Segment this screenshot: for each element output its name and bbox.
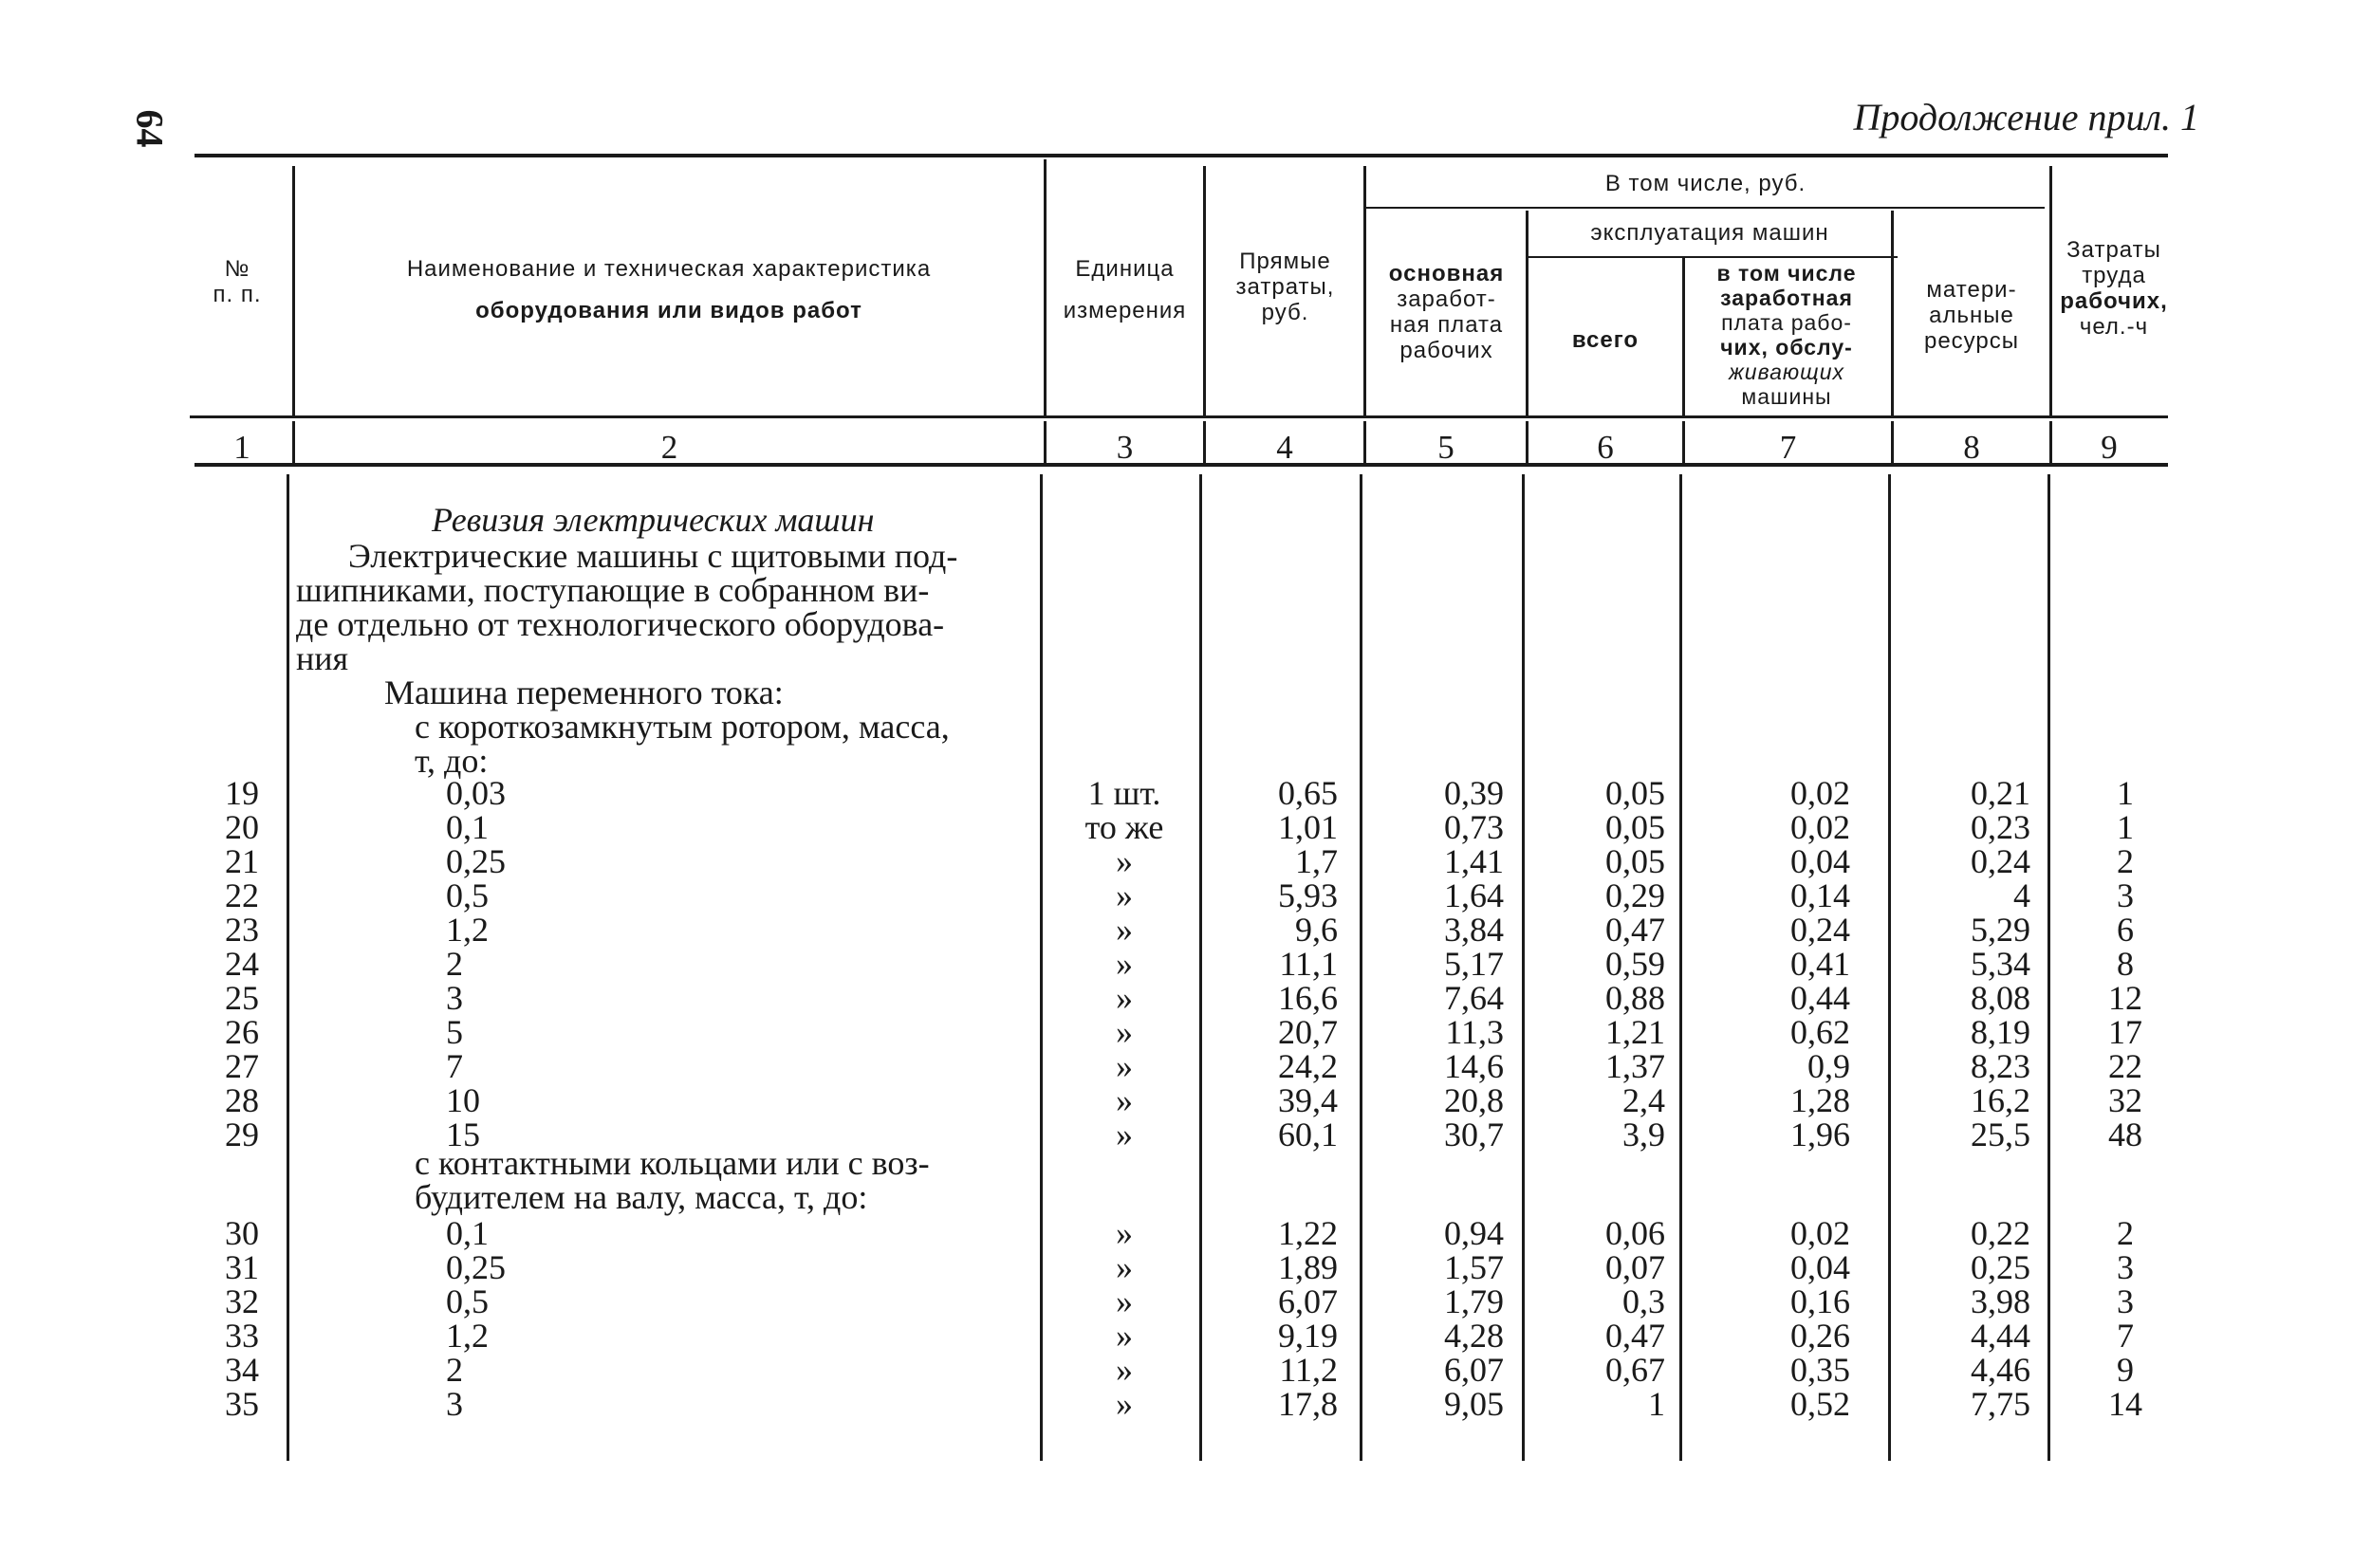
header-col8: матери- альные ресурсы (1923, 277, 2020, 354)
vline-h-5 (1526, 211, 1529, 415)
colnum-1: 1 (233, 429, 250, 466)
cell-name: 1,2 (446, 911, 489, 949)
vline-b-4 (1360, 474, 1362, 1461)
cell-n: 26 (225, 1013, 259, 1051)
cell-c6: 0,06 (1605, 1214, 1665, 1252)
cell-unit: 1 шт. (1087, 774, 1161, 812)
header-col9: Затраты труда рабочих, чел.-ч (2060, 237, 2168, 340)
cell-c6: 2,4 (1622, 1081, 1665, 1119)
cell-c5: 11,3 (1445, 1013, 1504, 1051)
cell-c6: 0,05 (1605, 808, 1665, 846)
cell-name: 2 (446, 945, 463, 983)
cell-n: 33 (225, 1317, 259, 1355)
cell-c8: 0,23 (1971, 808, 2030, 846)
header-col1: № п. п. (213, 256, 262, 307)
colnum-6: 6 (1597, 429, 1614, 466)
cell-c5: 14,6 (1444, 1047, 1504, 1085)
cell-c4: 24,2 (1278, 1047, 1338, 1085)
cell-unit: » (1116, 1351, 1133, 1389)
cell-c4: 9,19 (1278, 1317, 1338, 1355)
cell-name: 0,5 (446, 1282, 489, 1320)
cell-c9: 48 (2108, 1116, 2142, 1153)
cell-c6: 0,88 (1605, 979, 1665, 1017)
cell-c8: 8,19 (1971, 1013, 2030, 1051)
cell-unit: » (1116, 979, 1133, 1017)
vline-b-6 (1679, 474, 1682, 1461)
cell-c5: 6,07 (1444, 1351, 1504, 1389)
cell-name: 0,1 (446, 1214, 489, 1252)
cell-n: 19 (225, 774, 259, 812)
cell-c7: 0,44 (1790, 979, 1850, 1017)
cell-name: 3 (446, 979, 463, 1017)
cell-c5: 9,05 (1444, 1385, 1504, 1423)
vline-h-7 (1891, 211, 1894, 415)
cell-c6: 1 (1648, 1385, 1665, 1423)
colnum-9: 9 (2101, 429, 2118, 466)
group2-sub: с контактными кольцами или с воз- будителем на валу, масса, т, до: (415, 1144, 930, 1216)
cell-name: 0,25 (446, 842, 506, 880)
cell-c5: 30,7 (1444, 1116, 1504, 1153)
cell-unit: » (1116, 1385, 1133, 1423)
cell-unit: » (1116, 1248, 1133, 1286)
cell-c5: 3,84 (1444, 911, 1504, 949)
cell-unit: » (1116, 1317, 1133, 1355)
cell-c7: 0,02 (1790, 774, 1850, 812)
header-col5: основная заработ- ная плата рабочих (1388, 261, 1505, 363)
cell-c5: 1,57 (1444, 1248, 1504, 1286)
cell-name: 0,25 (446, 1248, 506, 1286)
colnum-7: 7 (1779, 429, 1797, 466)
vline-b-3 (1199, 474, 1202, 1461)
header-col4: Прямые затраты, руб. (1235, 249, 1335, 325)
cell-c6: 0,47 (1605, 1317, 1665, 1355)
cell-c4: 1,01 (1278, 808, 1338, 846)
cell-c7: 0,26 (1790, 1317, 1850, 1355)
cell-c5: 0,39 (1444, 774, 1504, 812)
cell-unit: » (1116, 1282, 1133, 1320)
cell-name: 15 (446, 1116, 480, 1153)
vline-b-7 (1888, 474, 1891, 1461)
cell-c9: 2 (2117, 1214, 2134, 1252)
cell-c6: 0,47 (1605, 911, 1665, 949)
section-title: Ревизия электрических машин (432, 501, 875, 539)
cell-c6: 3,9 (1622, 1116, 1665, 1153)
cell-c7: 0,62 (1790, 1013, 1850, 1051)
cell-c6: 0,05 (1605, 774, 1665, 812)
cell-name: 10 (446, 1081, 480, 1119)
vline-h-3 (1203, 166, 1206, 415)
cell-c7: 0,16 (1790, 1282, 1850, 1320)
cell-c5: 20,8 (1444, 1081, 1504, 1119)
cell-n: 30 (225, 1214, 259, 1252)
colnum-3: 3 (1116, 429, 1134, 466)
header-col6: всего (1571, 327, 1640, 353)
cell-c8: 8,23 (1971, 1047, 2030, 1085)
cell-c5: 5,17 (1444, 945, 1504, 983)
cell-c4: 17,8 (1278, 1385, 1338, 1423)
cell-unit: » (1116, 842, 1133, 880)
top-rule (195, 154, 2168, 157)
cell-c7: 0,52 (1790, 1385, 1850, 1423)
cell-n: 20 (225, 808, 259, 846)
vline-b-8 (2047, 474, 2050, 1461)
cell-c5: 1,64 (1444, 876, 1504, 914)
cell-c6: 0,3 (1622, 1282, 1665, 1320)
cell-c7: 0,02 (1790, 808, 1850, 846)
cell-name: 1,2 (446, 1317, 489, 1355)
cell-c8: 0,25 (1971, 1248, 2030, 1286)
cell-name: 7 (446, 1047, 463, 1085)
cell-c4: 9,6 (1295, 911, 1338, 949)
cell-unit: » (1116, 1047, 1133, 1085)
cell-c8: 16,2 (1971, 1081, 2030, 1119)
cell-unit: » (1116, 1013, 1133, 1051)
cell-unit: » (1116, 1214, 1133, 1252)
cell-c4: 1,22 (1278, 1214, 1338, 1252)
cell-c6: 0,59 (1605, 945, 1665, 983)
cell-c7: 0,04 (1790, 1248, 1850, 1286)
cell-c9: 3 (2117, 1248, 2134, 1286)
cell-n: 23 (225, 911, 259, 949)
cell-c4: 20,7 (1278, 1013, 1338, 1051)
vline-h-1 (292, 166, 295, 415)
cell-c8: 4,44 (1971, 1317, 2030, 1355)
cell-c9: 12 (2108, 979, 2142, 1017)
cell-unit: » (1116, 1081, 1133, 1119)
cell-name: 3 (446, 1385, 463, 1423)
cell-c5: 1,79 (1444, 1282, 1504, 1320)
cell-c8: 0,22 (1971, 1214, 2030, 1252)
cell-unit: » (1116, 876, 1133, 914)
colnum-2: 2 (660, 429, 678, 466)
cell-c4: 5,93 (1278, 876, 1338, 914)
cell-c7: 0,02 (1790, 1214, 1850, 1252)
cell-c5: 1,41 (1444, 842, 1504, 880)
cell-c6: 0,67 (1605, 1351, 1665, 1389)
cell-c4: 11,1 (1279, 945, 1338, 983)
cell-c8: 4,46 (1971, 1351, 2030, 1389)
cell-c7: 0,24 (1790, 911, 1850, 949)
cell-c8: 0,21 (1971, 774, 2030, 812)
cell-n: 21 (225, 842, 259, 880)
cell-unit: » (1116, 945, 1133, 983)
header-col2: Наименование и техническая характеристика оборудования или видов работ (406, 256, 932, 323)
cell-unit: » (1116, 1116, 1133, 1153)
cell-unit: то же (1084, 808, 1164, 846)
vline-b-2 (1040, 474, 1043, 1461)
cell-c8: 8,08 (1971, 979, 2030, 1017)
cell-c9: 32 (2108, 1081, 2142, 1119)
cell-c7: 0,04 (1790, 842, 1850, 880)
cell-c8: 5,29 (1971, 911, 2030, 949)
cell-c8: 5,34 (1971, 945, 2030, 983)
cell-c8: 4 (2013, 876, 2030, 914)
cell-c5: 0,73 (1444, 808, 1504, 846)
cell-c5: 4,28 (1444, 1317, 1504, 1355)
header-col3: Единица измерения (1063, 256, 1187, 323)
cell-c9: 8 (2117, 945, 2134, 983)
cell-c8: 0,24 (1971, 842, 2030, 880)
cell-c4: 11,2 (1279, 1351, 1338, 1389)
cell-unit: » (1116, 911, 1133, 949)
intro-text: Электрические машины с щитовыми под- шипниками, поступающие в собранном ви- де отдельно от технологического оборудова- ния (296, 537, 958, 677)
cell-n: 35 (225, 1385, 259, 1423)
header-rule (190, 415, 2168, 418)
cell-c7: 0,41 (1790, 945, 1850, 983)
vline-h-6 (1682, 258, 1685, 415)
group1-sub: с короткозамкнутым ротором, масса, т, до: (415, 708, 950, 780)
cell-c4: 6,07 (1278, 1282, 1338, 1320)
cell-n: 22 (225, 876, 259, 914)
cell-name: 0,03 (446, 774, 506, 812)
cell-n: 25 (225, 979, 259, 1017)
cell-c7: 0,14 (1790, 876, 1850, 914)
colnum-5: 5 (1437, 429, 1454, 466)
cell-name: 0,1 (446, 808, 489, 846)
cell-c6: 1,21 (1605, 1013, 1665, 1051)
cell-c9: 1 (2117, 774, 2134, 812)
cell-c7: 1,96 (1790, 1116, 1850, 1153)
cell-c9: 17 (2108, 1013, 2142, 1051)
colnum-8: 8 (1963, 429, 1980, 466)
cell-c9: 22 (2108, 1047, 2142, 1085)
cell-c8: 3,98 (1971, 1282, 2030, 1320)
cell-c4: 16,6 (1278, 979, 1338, 1017)
cell-n: 27 (225, 1047, 259, 1085)
cell-c4: 1,89 (1278, 1248, 1338, 1286)
cell-c6: 0,07 (1605, 1248, 1665, 1286)
cell-c6: 0,05 (1605, 842, 1665, 880)
cell-name: 5 (446, 1013, 463, 1051)
cell-c4: 39,4 (1278, 1081, 1338, 1119)
page-number: 64 (128, 109, 172, 148)
colnum-4: 4 (1276, 429, 1293, 466)
cell-c9: 9 (2117, 1351, 2134, 1389)
cell-c9: 3 (2117, 1282, 2134, 1320)
cell-n: 29 (225, 1116, 259, 1153)
header-group: В том числе, руб. (1604, 171, 1806, 196)
vline-b-1 (287, 474, 289, 1461)
cell-n: 34 (225, 1351, 259, 1389)
cell-c9: 7 (2117, 1317, 2134, 1355)
cell-c8: 25,5 (1971, 1116, 2030, 1153)
continuation-label: Продолжение прил. 1 (1853, 96, 2199, 138)
cell-name: 2 (446, 1351, 463, 1389)
cell-c9: 1 (2117, 808, 2134, 846)
cell-c9: 2 (2117, 842, 2134, 880)
cell-c7: 1,28 (1790, 1081, 1850, 1119)
group1-title: Машина переменного тока: (384, 673, 784, 711)
header-subgroup: эксплуатация машин (1590, 220, 1829, 246)
cell-name: 0,5 (446, 876, 489, 914)
cell-c5: 7,64 (1444, 979, 1504, 1017)
cell-n: 28 (225, 1081, 259, 1119)
cell-c7: 0,35 (1790, 1351, 1850, 1389)
cell-c4: 1,7 (1295, 842, 1338, 880)
cell-c5: 0,94 (1444, 1214, 1504, 1252)
cell-c6: 1,37 (1605, 1047, 1665, 1085)
cell-c4: 60,1 (1278, 1116, 1338, 1153)
cell-c8: 7,75 (1971, 1385, 2030, 1423)
cell-c9: 14 (2108, 1385, 2142, 1423)
cell-n: 24 (225, 945, 259, 983)
header-col7: в том числе заработная плата рабо- чих, обслу- живающих машины (1716, 261, 1857, 409)
cell-n: 31 (225, 1248, 259, 1286)
cell-c4: 0,65 (1278, 774, 1338, 812)
vline-b-5 (1522, 474, 1525, 1461)
subgroup-rule (1528, 256, 1898, 258)
cell-c9: 6 (2117, 911, 2134, 949)
cell-n: 32 (225, 1282, 259, 1320)
vline-h-4 (1363, 166, 1366, 415)
group-rule (1366, 207, 2045, 209)
cell-c6: 0,29 (1605, 876, 1665, 914)
cell-c7: 0,9 (1807, 1047, 1850, 1085)
cell-c9: 3 (2117, 876, 2134, 914)
